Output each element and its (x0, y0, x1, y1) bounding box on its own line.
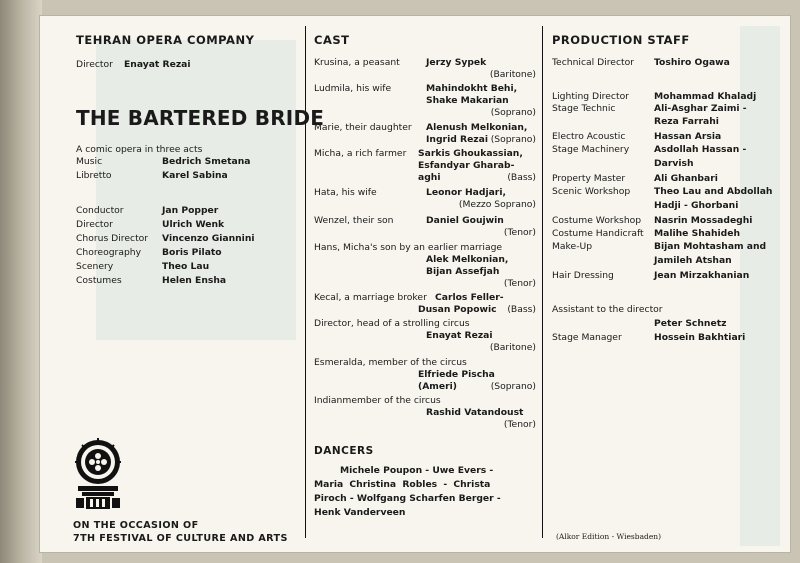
column-rule-1 (305, 26, 306, 538)
staff-role: Scenery (76, 261, 114, 272)
cast-name: Dusan Popowic (418, 304, 497, 315)
staff-name: Theo Lau (162, 261, 210, 272)
credit-name: Karel Sabina (162, 170, 228, 181)
prod-name: Ali Ghanbari (654, 173, 718, 184)
cast-name: Daniel Goujwin (426, 215, 504, 226)
staff-name: Jan Popper (162, 205, 219, 216)
cast-name: Alenush Melkonian, (426, 122, 528, 133)
prod-role: Property Master (552, 173, 626, 184)
cast-name: Shake Makarian (426, 95, 509, 106)
cast-voice: (Baritone) (489, 342, 536, 353)
director-label: Director (76, 59, 113, 70)
cast-name: (Ameri) (418, 381, 457, 392)
cast-voice: (Bass) (507, 304, 536, 315)
staff-name: Helen Ensha (162, 275, 227, 286)
director-name: Enayat Rezai (124, 59, 191, 70)
festival-footer (73, 519, 288, 545)
prod-name: Ali-Asghar Zaimi - (654, 103, 747, 114)
prod-role: Assistant to the director (552, 304, 663, 315)
cast-role: Hata, his wife (314, 187, 377, 198)
cast-role: Kecal, a marriage broker (314, 292, 427, 303)
cast-name: Mahindokht Behi, (426, 83, 518, 94)
production-column (552, 34, 782, 539)
cast-name: aghi (418, 172, 441, 183)
cast-name: Bijan Assefjah (426, 266, 500, 277)
opera-title: THE BARTERED BRIDE (76, 106, 325, 130)
cast-name: Enayat Rezai (426, 330, 493, 341)
prod-role: Costume Workshop (552, 215, 642, 226)
prod-name: Malihe Shahideh (654, 228, 741, 239)
cast-voice: (Tenor) (503, 278, 536, 289)
cast-heading: CAST (314, 33, 350, 47)
staff-role: Director (76, 219, 113, 230)
cast-role: Esmeralda, member of the circus (314, 357, 467, 368)
cast-voice: (Tenor) (503, 227, 536, 238)
cast-name: Ingrid Rezai (426, 134, 488, 145)
festival-emblem-icon (70, 436, 126, 514)
prod-role: Stage Machinery (552, 144, 630, 155)
cast-voice: (Soprano) (490, 107, 536, 118)
dancer-line: Michele Poupon - Uwe Evers - (340, 465, 494, 476)
cast-role: Micha, a rich farmer (314, 148, 407, 159)
footer-line: ON THE OCCASION OF (73, 520, 199, 531)
prod-name: Hossein Bakhtiari (654, 332, 746, 343)
cast-voice: (Soprano) (490, 134, 536, 145)
prod-role: Make-Up (552, 241, 593, 252)
booklet-spine (0, 0, 42, 563)
cast-voice: (Baritone) (489, 69, 536, 80)
prod-role: Hair Dressing (552, 270, 614, 281)
prod-role: Stage Technic (552, 103, 616, 114)
prod-name: Nasrin Mossadeghi (654, 215, 753, 226)
production-heading: PRODUCTION STAFF (552, 33, 690, 47)
staff-name: Vincenzo Giannini (162, 233, 255, 244)
cast-name: Sarkis Ghoukassian, (418, 148, 523, 159)
prod-role: Stage Manager (552, 332, 622, 343)
cast-voice: (Bass) (507, 172, 536, 183)
prod-role: Electro Acoustic (552, 131, 626, 142)
cast-role: Ludmila, his wife (314, 83, 392, 94)
prod-role: Technical Director (552, 57, 635, 68)
credit-role: Libretto (76, 170, 112, 181)
dancer-line: Piroch - Wolfgang Scharfen Berger - (314, 493, 501, 504)
cast-voice: (Soprano) (490, 381, 536, 392)
edition-note: (Alkor Edition - Wiesbaden) (556, 532, 662, 541)
cast-name: Carlos Feller- (435, 292, 504, 303)
staff-role: Conductor (76, 205, 124, 216)
prod-name: Asdollah Hassan - (654, 144, 747, 155)
column-rule-2 (542, 26, 543, 538)
prod-name: Darvish (654, 158, 694, 169)
cast-role: Marie, their daughter (314, 122, 412, 133)
cast-role: Krusina, a peasant (314, 57, 400, 68)
footer-line: 7TH FESTIVAL OF CULTURE AND ARTS (73, 533, 288, 544)
cast-column (314, 34, 538, 539)
staff-role: Costumes (76, 275, 122, 286)
dancers-heading: DANCERS (314, 445, 374, 457)
prod-role: Lighting Director (552, 91, 629, 102)
prod-name: Hadji - Ghorbani (654, 200, 739, 211)
staff-role: Chorus Director (76, 233, 149, 244)
cast-name: Elfriede Pischa (418, 369, 495, 380)
cast-name: Alek Melkonian, (426, 254, 509, 265)
dancer-line: Henk Vanderveen (314, 507, 406, 518)
prod-name: Jamileh Atshan (654, 255, 732, 266)
prod-name: Jean Mirzakhanian (654, 270, 750, 281)
prod-role: Scenic Workshop (552, 186, 631, 197)
cast-role: Wenzel, their son (314, 215, 394, 226)
credit-name: Bedrich Smetana (162, 156, 251, 167)
cast-name: Esfandyar Gharab- (418, 160, 515, 171)
prod-name: Hassan Arsia (654, 131, 722, 142)
company-name: TEHRAN OPERA COMPANY (76, 33, 255, 47)
prod-name: Theo Lau and Abdollah (654, 186, 773, 197)
prod-name: Mohammad Khaladj (654, 91, 757, 102)
prod-name: Bijan Mohtasham and (654, 241, 767, 252)
dancer-line: Maria Christina Robles - Christa (314, 479, 491, 490)
opera-subtitle: A comic opera in three acts (76, 144, 203, 155)
cast-name: Leonor Hadjari, (426, 187, 506, 198)
cast-name: Jerzy Sypek (426, 57, 487, 68)
staff-name: Ulrich Wenk (162, 219, 225, 230)
prod-name: Peter Schnetz (654, 318, 727, 329)
cast-voice: (Tenor) (503, 419, 536, 430)
cast-role: Indianmember of the circus (314, 395, 441, 406)
staff-role: Choreography (76, 247, 142, 258)
prod-name: Toshiro Ogawa (654, 57, 730, 68)
prod-name: Reza Farrahi (654, 116, 719, 127)
cast-name: Rashid Vatandoust (426, 407, 524, 418)
staff-name: Boris Pilato (162, 247, 222, 258)
cast-role: Hans, Micha's son by an earlier marriage (314, 242, 503, 253)
credit-role: Music (76, 156, 103, 167)
cast-voice: (Mezzo Soprano) (458, 199, 536, 210)
prod-role: Costume Handicraft (552, 228, 644, 239)
cast-role: Director, head of a strolling circus (314, 318, 470, 329)
